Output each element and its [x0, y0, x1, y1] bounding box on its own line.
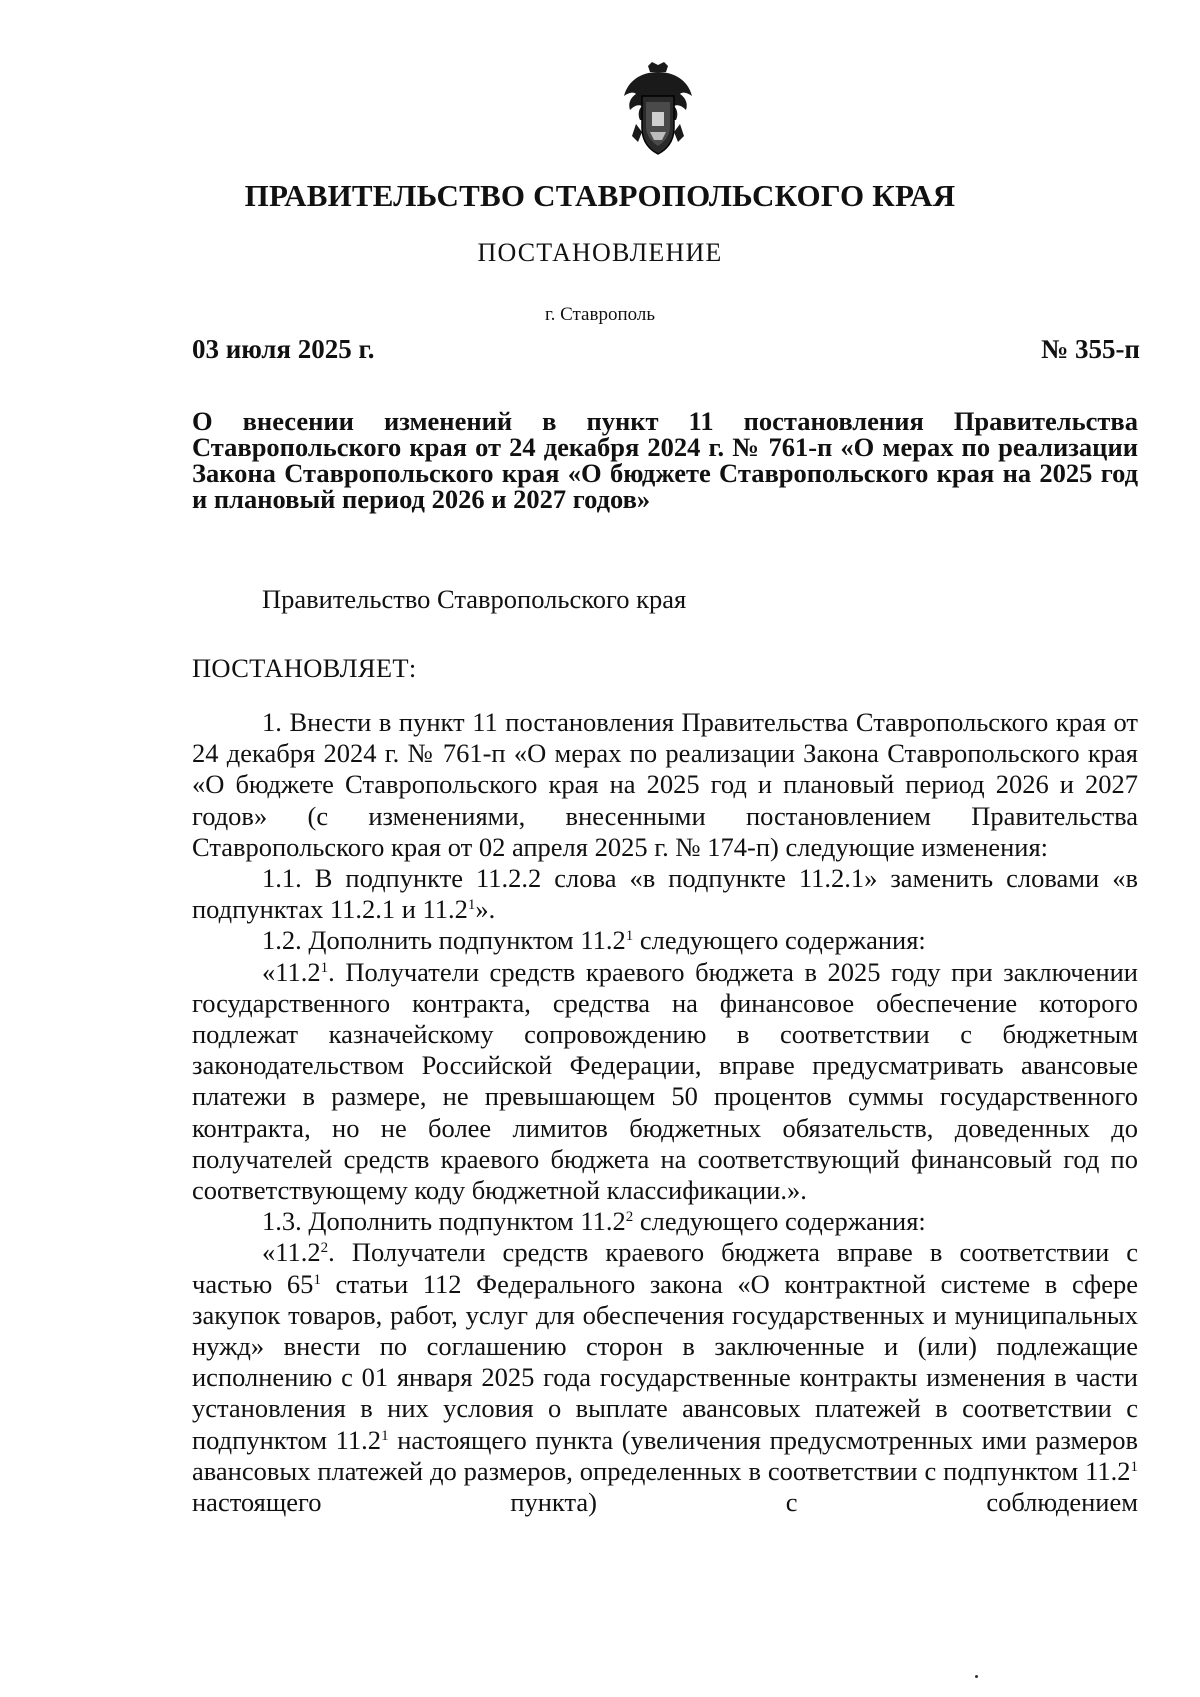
coat-of-arms-emblem [622, 62, 694, 158]
city: г. Ставрополь [544, 304, 656, 325]
government-title: ПРАВИТЕЛЬСТВО СТАВРОПОЛЬСКОГО КРАЯ [244, 178, 956, 213]
document-type: ПОСТАНОВЛЕНИЕ [477, 238, 723, 267]
paragraph-1: 1. Внести в пункт 11 постановления Правительства Ставропольского края от 24 декабря 2024 г. № 761-п «О мерах по реализации Закона Ставропольского края «О бюджете Ставропольского края на 2025 год и плановый период 2026 и 2027 годов» (с изменениями, внесенными постановлением Правительства Ставропольского края от 02 апреля 2025 г. № 174-п) следующие изменения: [192, 707, 1138, 862]
document-date: 03 июля 2025 г. [192, 334, 375, 364]
paragraph-1-2: 1.2. Дополнить подпунктом 11.2$^1$ следующего содержания: [262, 925, 926, 956]
document-subject: О внесении изменений в пункт 11 постановления Правительства Ставропольского края от 24 декабря 2024 г. № 761-п «О мерах по реализации Закона Ставропольского края «О бюджете Ставропольского края на 2025 год и плановый период 2026 и 2027 годов» [192, 406, 1138, 514]
document-body [192, 707, 1138, 1518]
paragraph-11-2-2: «11.2$^2$. Получатели средств краевого бюджета вправе в соответствии с частью $65^1$ статьи 112 Федерального закона «О контрактной системе в сфере закупок товаров, работ, услуг для обеспечения государственных и муниципальных нужд» внести по соглашению сторон в заключенные и (или) подлежащие исполнению с 01 января 2025 года государственные контракты изменения в части установления в них условия о выплате авансовых платежей в соответствии с подпунктом 11.2$^1$ настоящего пункта (увеличения предусмотренных ими размеров авансовых платежей до размеров, определенных в соответствии с подпунктом 11.2$^1$ настоящего пункта) с соблюдением [192, 1237, 1138, 1518]
paragraph-11-2-1: «11.2$^1$. Получатели средств краевого бюджета в 2025 году при заключении государственного контракта, средства на финансовое обеспечение которого подлежат казначейскому сопровождению в соответствии с бюджетным законодательством Российской Федерации, вправе предусматривать авансовые платежи в размере, не превышающем 50 процентов суммы государственного контракта, но не более лимитов бюджетных обязательств, доведенных до получателей средств краевого бюджета на соответствующий финансовый год по соответствующему коду бюджетной классификации.». [192, 956, 1138, 1206]
preamble-government: Правительство Ставропольского края [262, 584, 687, 614]
paragraph-1-3: 1.3. Дополнить подпунктом 11.2$^2$ следующего содержания: [262, 1206, 926, 1237]
document-number: № 355-п [1041, 334, 1140, 364]
decree-word: ПОСТАНОВЛЯЕТ: [192, 653, 417, 683]
paragraph-1-1: 1.1. В подпункте 11.2.2 слова «в подпункте 11.2.1» заменить словами «в подпунктах 11.2.1 и 11.2$^1$». [192, 863, 1138, 925]
scan-speck [975, 1675, 978, 1678]
